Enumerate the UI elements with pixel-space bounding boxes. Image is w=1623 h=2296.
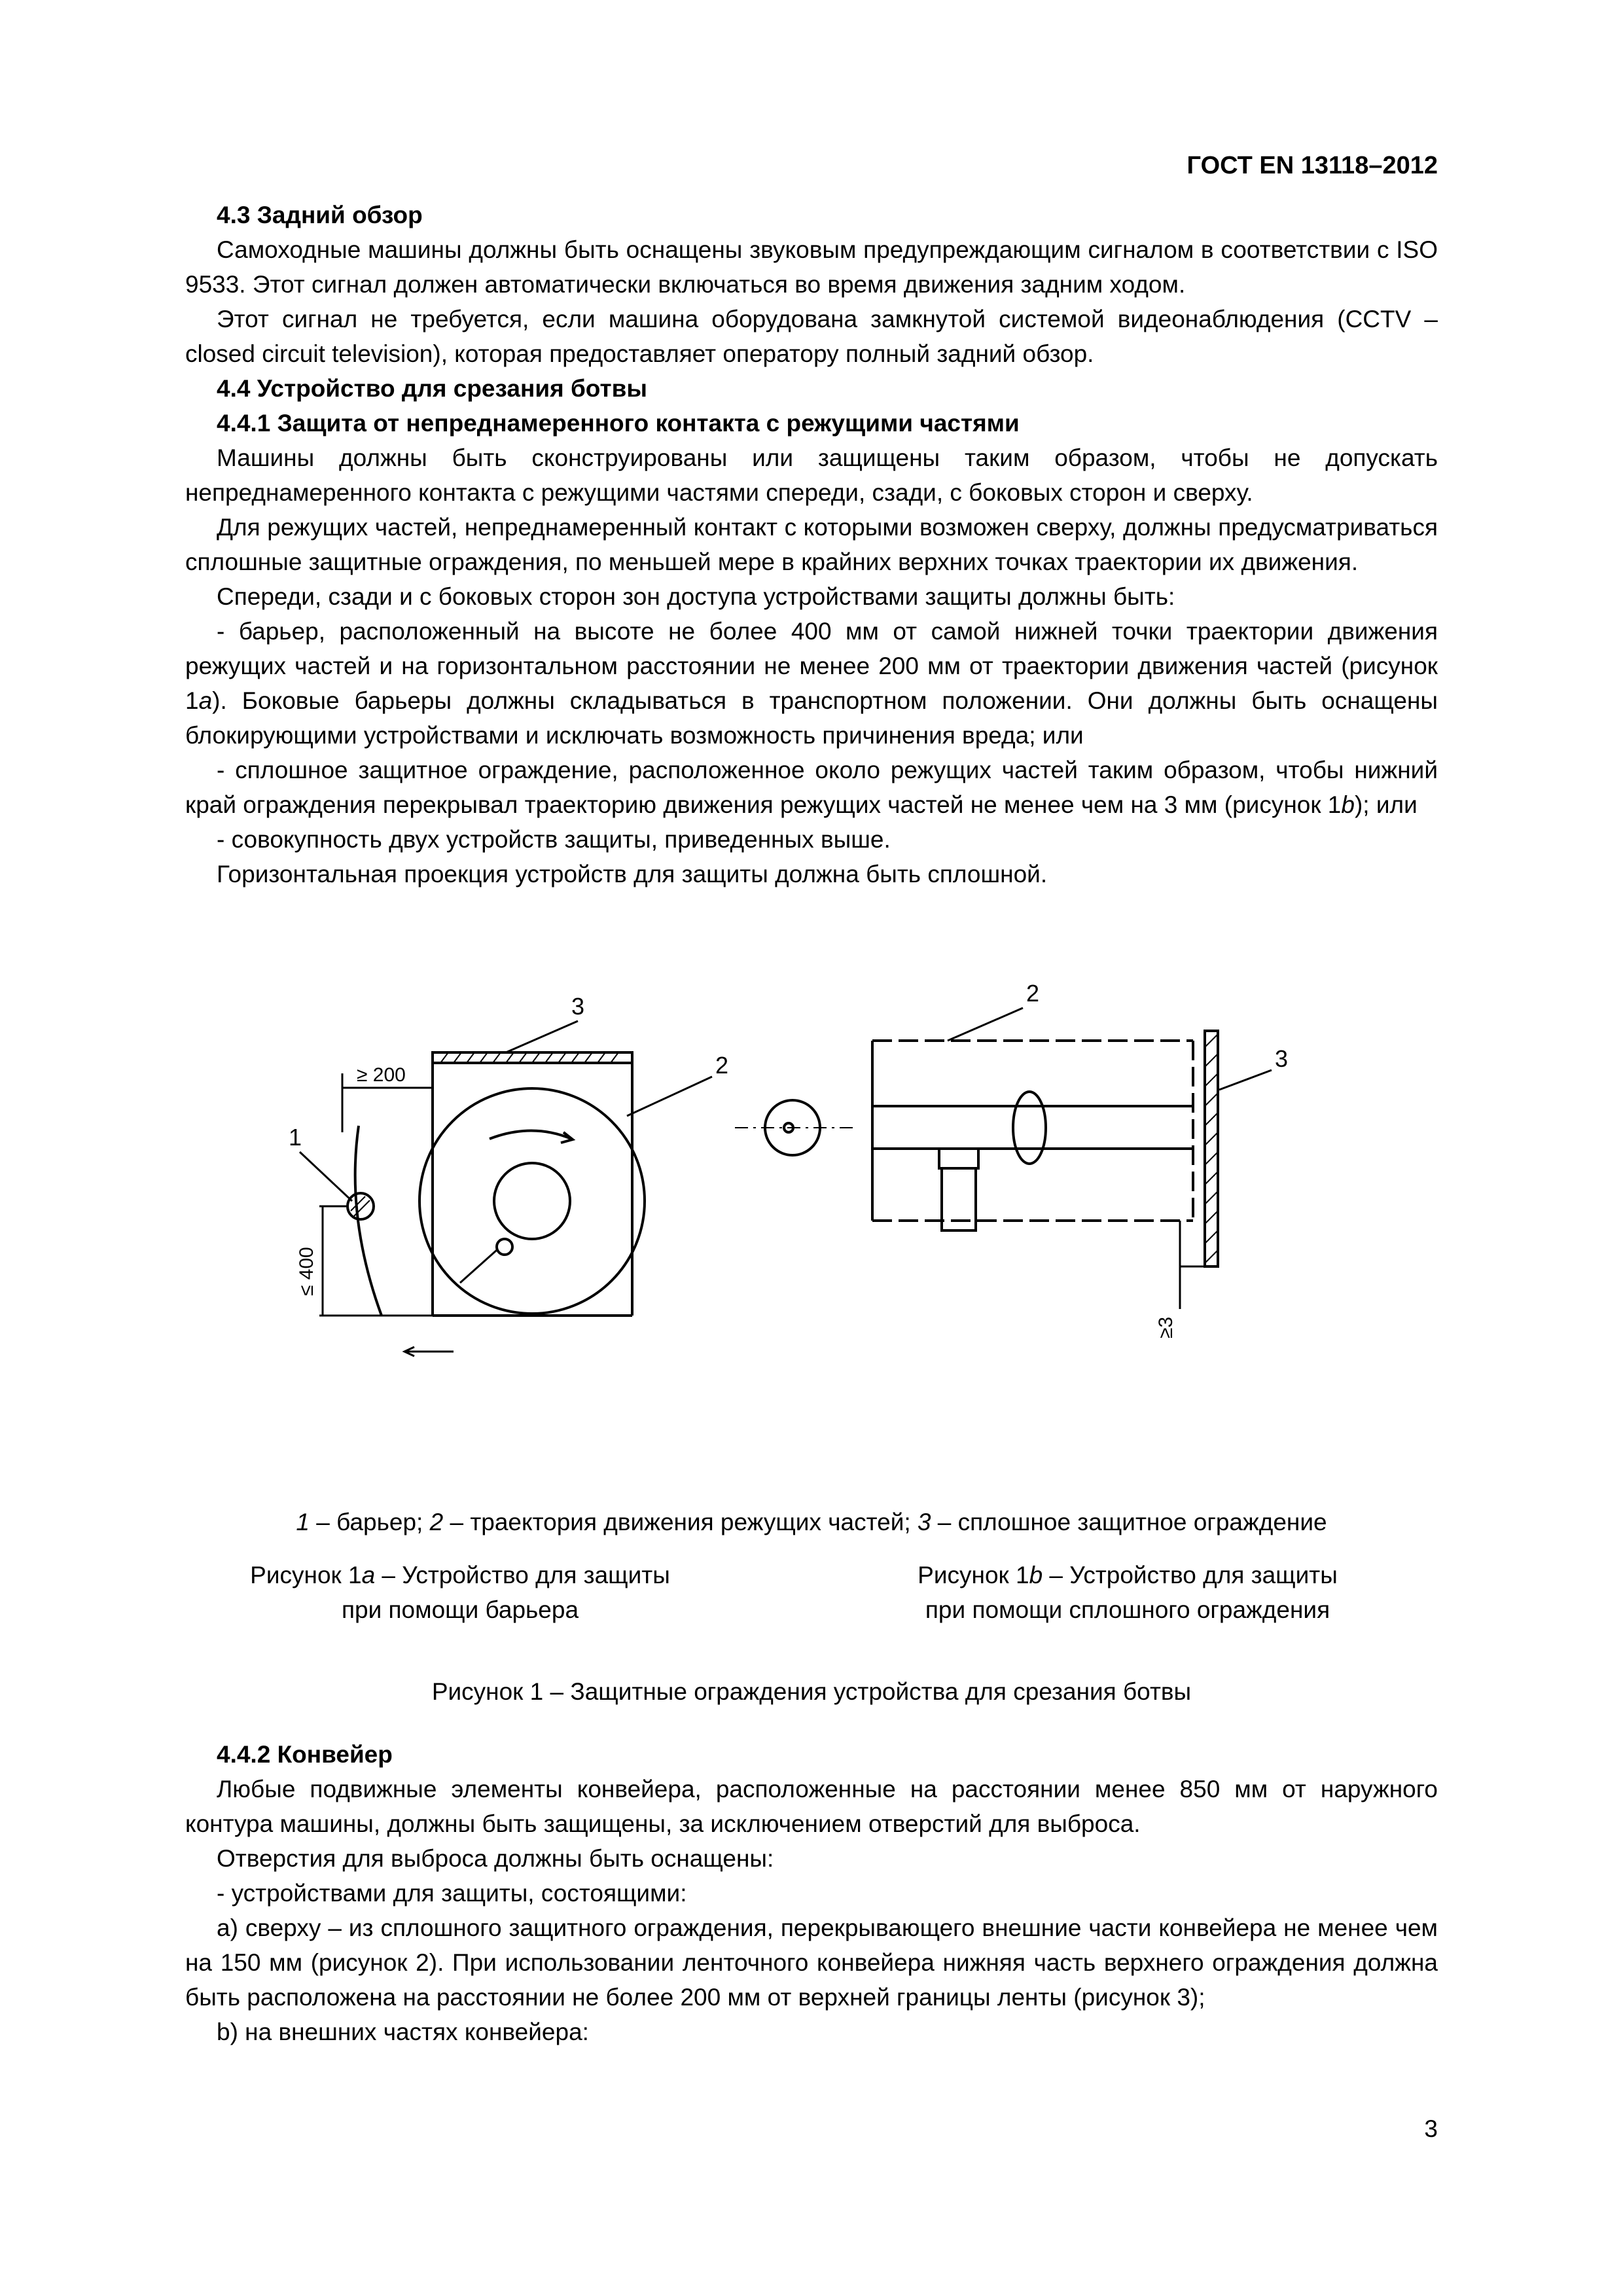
barrier-bar xyxy=(348,1193,374,1219)
figure-legend xyxy=(185,1509,1438,1536)
caption-text: Рисунок 1 xyxy=(250,1562,362,1588)
guard-hatching xyxy=(440,1052,618,1063)
caption-text: a xyxy=(361,1562,376,1588)
figure-title: Рисунок 1 – Защитные ограждения устройства для срезания ботвы xyxy=(431,1678,1192,1705)
legend-text: – барьер; xyxy=(309,1509,430,1535)
guard-b-hatching xyxy=(1205,1034,1218,1263)
caption-text: – Устройство для защиты xyxy=(1043,1562,1338,1588)
caption-1b xyxy=(866,1558,1389,1627)
text-run: a xyxy=(198,687,213,714)
text-run: ); или xyxy=(1354,791,1418,818)
paragraph: Спереди, сзади и с боковых сторон зон доступа устройствами защиты должны быть: xyxy=(217,583,1175,610)
page-number: 3 xyxy=(1424,2115,1438,2142)
label-3b: 3 xyxy=(1275,1045,1289,1072)
barrier-hatching xyxy=(351,1196,370,1216)
caption-text: Рисунок 1 xyxy=(918,1562,1029,1588)
leader-3b xyxy=(1219,1070,1272,1090)
caption-1a xyxy=(211,1558,709,1627)
legend-num: 2 xyxy=(429,1509,444,1535)
label-2a: 2 xyxy=(715,1052,729,1079)
leader-1 xyxy=(300,1152,352,1201)
cutting-path-circle xyxy=(419,1088,645,1314)
section-4-4-1-title: 4.4.1 Защита от непреднамеренного контакта с режущими частями xyxy=(217,410,1020,437)
rotation-ellipse xyxy=(1013,1092,1046,1164)
label-1: 1 xyxy=(289,1124,302,1151)
paragraph: Отверстия для выброса должны быть оснащены: xyxy=(217,1845,774,1872)
paragraph: Горизонтальная проекция устройств для защиты должна быть сплошной. xyxy=(217,861,1048,888)
paragraph: - совокупность двух устройств защиты, приведенных выше. xyxy=(217,826,891,853)
blade-holder xyxy=(939,1149,978,1168)
text-run: b xyxy=(1341,791,1355,818)
figure-1-drawing xyxy=(185,942,1438,1401)
main-text-continued xyxy=(185,1737,1438,2049)
paragraph: Для режущих частей, непреднамеренный контакт с которыми возможен сверху, должны предусматриваться сплошные защитные ограждения, по меньшей мере в крайних верхних точках траектории их движения. xyxy=(185,514,1438,575)
caption-text: при помощи сплошного ограждения xyxy=(925,1596,1330,1623)
legend-text: – сплошное защитное ограждение xyxy=(931,1509,1327,1535)
main-text xyxy=(185,198,1438,891)
paragraph: Самоходные машины должны быть оснащены звуковым предупреждающим сигналом в соответствии с ISO 9533. Этот сигнал должен автоматически включаться во время движения задним ходом. xyxy=(185,236,1438,298)
solid-guard-b xyxy=(1205,1031,1218,1266)
paragraph: Машины должны быть сконструированы или защищены таким образом, чтобы не допускать непреднамеренного контакта с режущими частями спереди, сзади, с боковых сторон и сверху. xyxy=(185,444,1438,506)
text-run: ). Боковые барьеры должны складываться в транспортном положении. Они должны быть оснащены блокирующими устройствами и исключать возможность причинения вреда; или xyxy=(185,687,1438,749)
section-4-4-title: 4.4 Устройство для срезания ботвы xyxy=(217,375,647,402)
caption-text: – Устройство для защиты xyxy=(375,1562,670,1588)
technical-drawing xyxy=(185,942,1438,1401)
path-envelope-curve xyxy=(355,1126,382,1316)
document-header: ГОСТ EN 13118–2012 xyxy=(1186,152,1438,179)
legend-text: – траектория движения режущих частей; xyxy=(443,1509,918,1535)
leader-3a xyxy=(506,1021,578,1052)
leader-2b xyxy=(948,1008,1023,1041)
blade-line xyxy=(460,1250,497,1283)
dim-label-3: ≥3 xyxy=(1155,1316,1177,1338)
legend-num: 3 xyxy=(917,1509,931,1535)
paragraph xyxy=(185,753,1438,822)
label-3a: 3 xyxy=(571,993,585,1020)
rotor-hub xyxy=(494,1163,570,1239)
paragraph: - устройствами для защиты, состоящими: xyxy=(217,1880,687,1907)
dim-label-400: ≤ 400 xyxy=(296,1247,317,1296)
text-run: - барьер, расположенный на высоте не более 400 мм от самой нижней точки траектории движения режущих частей и на горизонтальном расстоянии не менее 200 мм от траектории движения частей (рисунок 1 xyxy=(185,618,1438,714)
label-2b: 2 xyxy=(1026,980,1040,1007)
legend-num: 1 xyxy=(296,1509,310,1535)
leader-2a xyxy=(627,1077,712,1116)
rotation-arrow-arc xyxy=(490,1131,571,1139)
blade-pivot xyxy=(497,1239,512,1255)
caption-text: при помощи барьера xyxy=(341,1596,579,1623)
paragraph: b) на внешних частях конвейера: xyxy=(217,2018,589,2045)
paragraph: Этот сигнал не требуется, если машина оборудована замкнутой системой видеонаблюдения (CCTV – closed circuit television), которая предоставляет оператору полный задний обзор. xyxy=(185,306,1438,367)
section-4-3-title: 4.3 Задний обзор xyxy=(217,202,423,228)
caption-text: b xyxy=(1029,1562,1043,1588)
dim-label-200: ≥ 200 xyxy=(357,1064,406,1086)
paragraph: a) сверху – из сплошного защитного ограждения, перекрывающего внешние части конвейера не менее чем на 150 мм (рисунок 2). При использовании ленточного конвейера нижняя часть верхнего ограждения должна быть расположена на расстоянии не более 200 мм от верхней границы ленты (рисунок 3); xyxy=(185,1914,1438,2011)
section-4-4-2-title: 4.4.2 Конвейер xyxy=(217,1741,393,1768)
solid-guard-a xyxy=(433,1052,632,1063)
paragraph xyxy=(185,614,1438,753)
paragraph: Любые подвижные элементы конвейера, расположенные на расстоянии менее 850 мм от наружного контура машины, должны быть защищены, за исключением отверстий для выброса. xyxy=(185,1776,1438,1837)
text-run: - сплошное защитное ограждение, расположенное около режущих частей таким образом, чтобы нижний край ограждения перекрывал траекторию движения режущих частей не менее чем на 3 мм (рисунок 1 xyxy=(185,757,1438,818)
